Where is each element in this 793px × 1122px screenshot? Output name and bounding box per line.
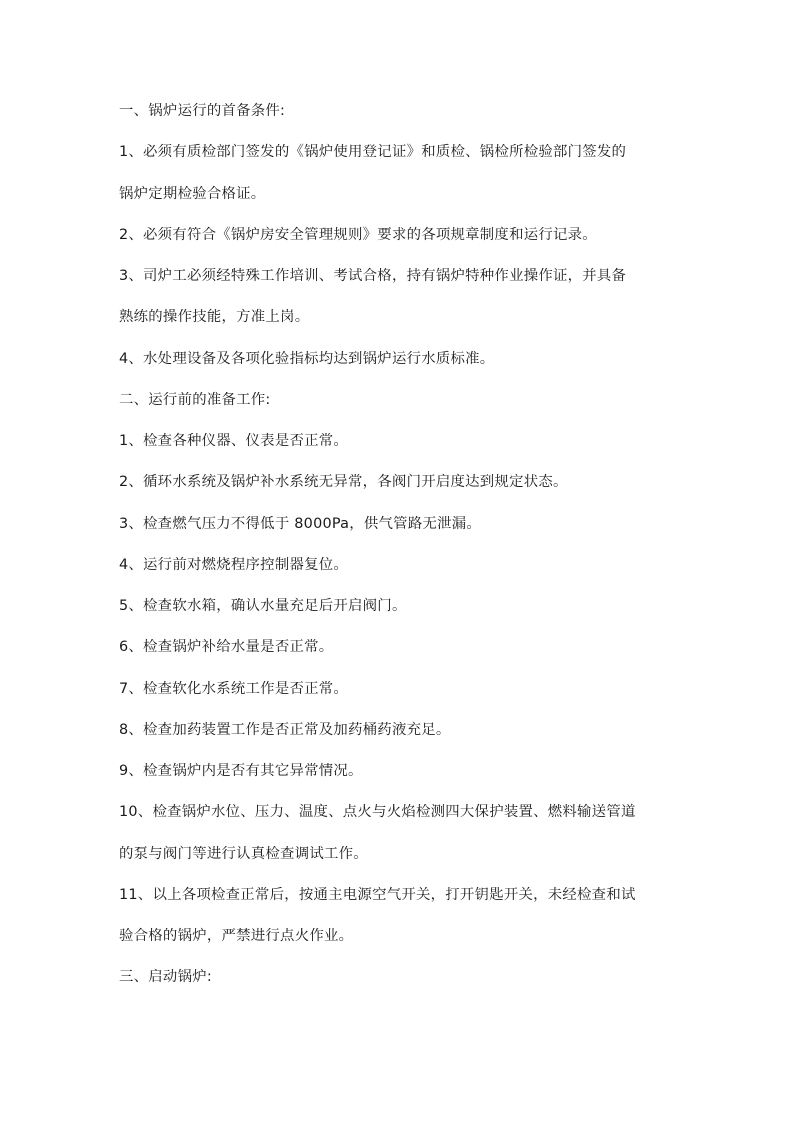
- paragraph-line: 5、检查软水箱，确认水量充足后开启阀门。: [119, 598, 407, 614]
- paragraph-line: 10、检查锅炉水位、压力、温度、点火与火焰检测四大保护装置、燃料输送管道: [119, 804, 636, 821]
- paragraph-line: 1、必须有质检部门签发的《锅炉使用登记证》和质检、锅检所检验部门签发的: [119, 144, 627, 161]
- paragraph-line: 1、检查各种仪器、仪表是否正常。: [119, 433, 349, 449]
- paragraph-line: 6、检查锅炉补给水量是否正常。: [119, 639, 334, 656]
- paragraph-line: 锅炉定期检验合格证。: [119, 185, 266, 202]
- paragraph-line: 的泵与阀门等进行认真检查调试工作。: [119, 845, 368, 862]
- section-heading-3: 三、启动锅炉:: [119, 969, 212, 986]
- section-heading-2: 二、运行前的准备工作:: [119, 391, 271, 408]
- paragraph-line: 9、检查锅炉内是否有其它异常情况。: [119, 763, 363, 779]
- paragraph-line: 7、检查软化水系统工作是否正常。: [119, 680, 349, 697]
- paragraph-line: 熟练的操作技能，方准上岗。: [119, 309, 310, 326]
- paragraph-line: 11、以上各项检查正常后，按通主电源空气开关，打开钥匙开关，未经检查和试: [119, 886, 636, 903]
- paragraph-line: 2、循环水系统及锅炉补水系统无异常，各阀门开启度达到规定状态。: [119, 474, 568, 491]
- document-body: [119, 101, 689, 1009]
- paragraph-line: 验合格的锅炉，严禁进行点火作业。: [119, 928, 354, 944]
- paragraph-line: 2、必须有符合《锅炉房安全管理规则》要求的各项规章制度和运行记录。: [119, 226, 597, 243]
- section-heading-1: 一、锅炉运行的首备条件:: [119, 103, 286, 119]
- paragraph-line: 4、水处理设备及各项化验指标均达到锅炉运行水质标准。: [119, 350, 495, 367]
- paragraph-line: 3、检查燃气压力不得低于 8000Pa，供气管路无泄漏。: [119, 515, 482, 532]
- paragraph-line: 8、检查加药装置工作是否正常及加药桶药液充足。: [119, 721, 451, 738]
- paragraph-line: 3、司炉工必须经特殊工作培训、考试合格，持有锅炉特种作业操作证，并具备: [119, 268, 627, 284]
- paragraph-line: 4、运行前对燃烧程序控制器复位。: [119, 556, 349, 573]
